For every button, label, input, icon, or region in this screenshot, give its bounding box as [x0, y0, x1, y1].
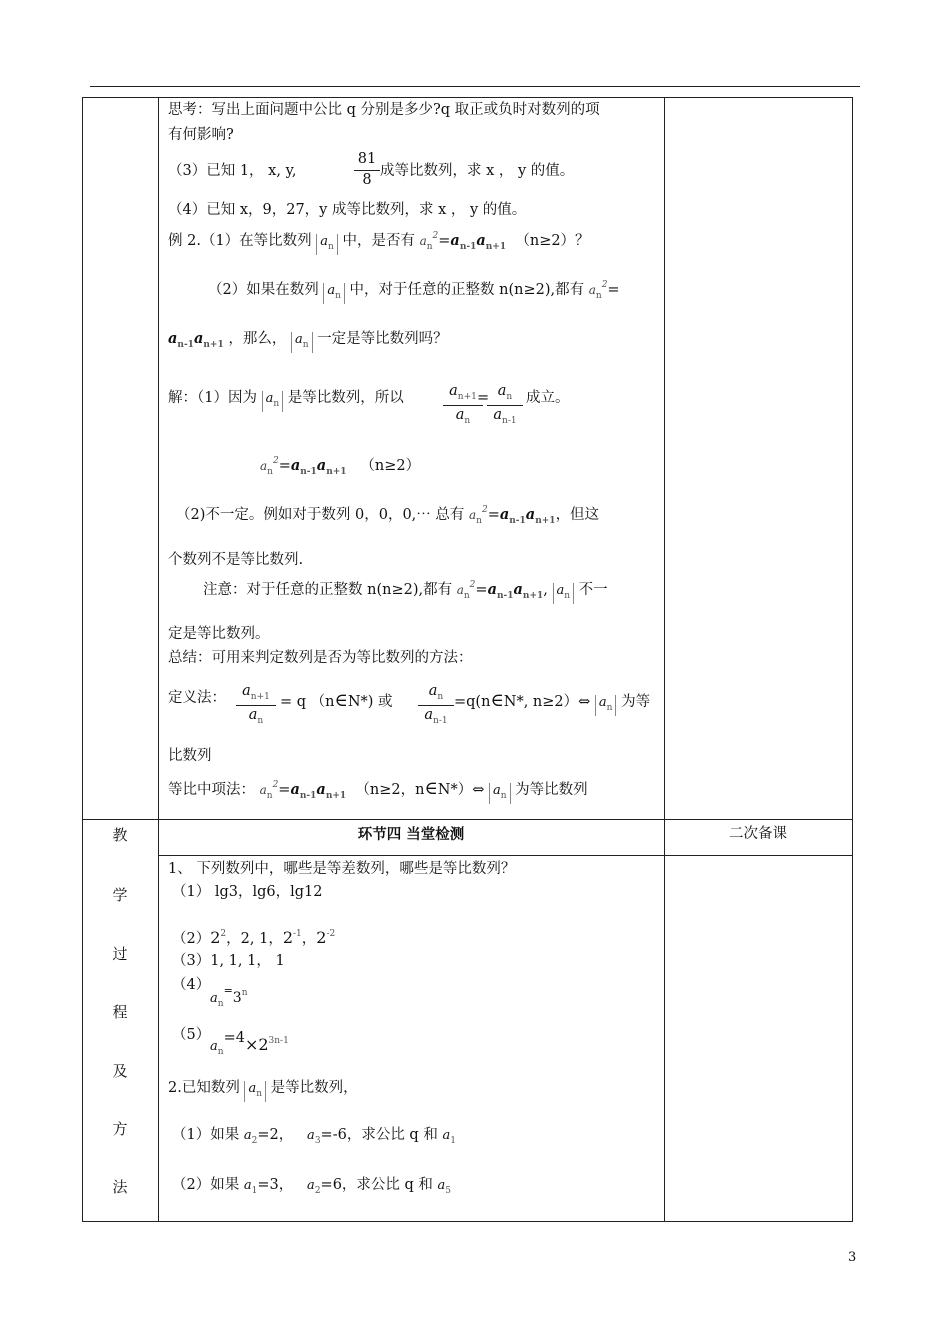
solution-1-cond-b: ≥2）	[384, 458, 421, 474]
element-of-symbol: ∈	[424, 778, 438, 799]
page-number: 3	[848, 1250, 857, 1265]
formula-an-squared: $a_n^2$	[419, 231, 439, 252]
solution-1-cond-a: （n	[360, 458, 385, 474]
sequence-an-symbol: $a_n$	[595, 695, 617, 716]
definition-text-e: =q(n	[454, 694, 491, 710]
q2-1-text-c: =-6，求公比 q 和	[320, 1127, 438, 1143]
middle-term-text-c: ≥2，n	[379, 782, 425, 798]
left-label-char-1: 教	[112, 826, 128, 844]
question-1-item-3: （3）1, 1, 1， 1	[172, 953, 285, 969]
solution-1-suffix: 成立。	[526, 390, 570, 406]
item-5-mult: ×2	[244, 1035, 269, 1054]
table-border-right	[852, 97, 853, 1221]
example-2-1-text-b: 中，是否有	[342, 233, 415, 249]
q2-2-text-c: =6，求公比 q 和	[320, 1177, 433, 1193]
table-row-divider-1	[82, 819, 853, 820]
q2-2-text-b: =3，	[257, 1177, 294, 1193]
q2-1-text-b: =2，	[257, 1127, 294, 1143]
item-4-formula: $a_n^=3^n$	[210, 984, 248, 1009]
formula-product: $a_{n-1}a_{n+1}$	[450, 232, 507, 252]
definition-label: 定义法：	[168, 690, 226, 706]
element-of-symbol: ∈	[334, 690, 348, 711]
section-title: 环节四 当堂检测	[357, 826, 465, 843]
solution-2-line-2: 个数列不是等比数列.	[168, 552, 304, 568]
problem-3-prefix: （3）已知 1， x, y,	[168, 163, 297, 179]
note-text-b: ≥2),都有	[391, 582, 453, 598]
question-2	[168, 1080, 358, 1102]
solution-1-text-a: 解：（1）因为	[168, 390, 257, 406]
definition-fraction-1: $a_{n+1}$ $a_n$	[236, 684, 276, 727]
fraction-81-8	[354, 152, 380, 189]
example-2-1-text-d: ≥2）？	[539, 233, 590, 249]
second-prep-label: 二次备课	[729, 826, 787, 842]
header-rule	[90, 86, 860, 87]
item-5-eq: =4	[223, 1030, 245, 1046]
think-line-1: 思考：写出上面问题中公比 q 分别是多少?q 取正或负时对数列的项	[168, 102, 600, 118]
solution-2-text-a: （2)不一定。例如对于数列 0，0，0,⋯ 总有	[176, 507, 465, 523]
definition-text-f: N*, n	[503, 694, 543, 710]
left-label-char-3: 过	[112, 945, 128, 963]
question-1: 1、 下列数列中，哪些是等差数列，哪些是等比数列？	[168, 861, 516, 877]
definition-fraction-2: $a_n$ $a_{n-1}$	[418, 684, 454, 727]
question-2-item-2: （2）如果 $a_1=3$， $a_2=6$，求公比 q 和 $a_5$	[172, 1177, 452, 1196]
sequence-an-symbol: $a_n$	[316, 234, 338, 255]
middle-term-line: 等比中项法： $a_n^2=a_{n-1}a_{n+1}$ （n≥2，n∈N*）⇔ $a_n$ 为等比数列	[168, 778, 588, 804]
question-1-item-1: （1） lg3，lg6，lg12	[172, 884, 323, 900]
example-2-3-text-b: 一定是等比数列吗？	[317, 331, 448, 347]
table-border-bottom	[82, 1221, 853, 1222]
middle-term-text-d: N*）⇔	[437, 782, 485, 798]
q2-1-text-a: （1）如果	[172, 1127, 240, 1143]
question-1-item-5-label: （5）	[172, 1027, 211, 1043]
problem-3-suffix: 成等比数列，求 x ， y 的值。	[380, 163, 575, 179]
q2-2-text-a: （2）如果	[172, 1177, 240, 1193]
fraction-denominator: 8	[362, 171, 372, 188]
summary-line: 总结：可用来判定数列是否为等比数列的方法：	[168, 650, 473, 666]
left-label-char-5: 及	[112, 1062, 128, 1080]
left-label-char-2: 学	[112, 886, 128, 904]
left-label-char-7: 法	[112, 1178, 128, 1196]
sequence-an-symbol: $a_n$	[291, 332, 313, 353]
item-5-formula: $a_n=4\times 2^{3n-1}$	[210, 1030, 289, 1057]
table-row-divider-2	[158, 855, 853, 856]
example-2-2-text-a: （2）如果在数列	[208, 282, 319, 298]
question-2-text-b: 是等比数列，	[270, 1080, 358, 1096]
middle-term-text-b: （n	[355, 782, 380, 798]
example-2-3-text-a: ，那么，	[228, 331, 287, 347]
definition-middle	[280, 690, 393, 712]
definition-text-h: 为等	[621, 694, 651, 710]
definition-text-b: = q （n	[280, 694, 335, 710]
solution-1-text	[168, 390, 404, 412]
note-text-a: 注意：对于任意的正整数 n(n	[203, 582, 392, 598]
example-2-2-text-c: ≥2),都有	[523, 282, 585, 298]
sequence-an-symbol: $a_n$	[489, 783, 511, 804]
fraction-an1-over-an: $a_{n+1}$ $a_n$	[443, 384, 483, 427]
note-line-2: 定是等比数列。	[168, 626, 270, 642]
example-2-2: （2）如果在数列 $a_n$ 中，对于任意的正整数 n(n≥2),都有 $a_n^2=$	[208, 280, 620, 304]
left-label-char-4: 程	[112, 1003, 128, 1021]
think-line-2: 有何影响?	[168, 127, 234, 143]
solution-2-text-b: ，但这	[555, 507, 600, 523]
note-text-c: 不一	[578, 582, 608, 598]
equals-sign: =	[477, 390, 490, 406]
definition-text-g: ≥2）⇔	[542, 694, 591, 710]
fraction-numerator: 81	[357, 151, 377, 167]
example-2-1-text-c: （n	[515, 233, 540, 249]
element-of-symbol: ∈	[490, 690, 504, 711]
sequence-an-symbol: $a_n$	[323, 283, 345, 304]
fraction-an-over-an-1: $a_n$ $a_{n-1}$	[487, 384, 523, 427]
note-line: 注意：对于任意的正整数 n(n≥2),都有 $a_n^2=a_{n-1}a_{n+1}$, $a_n$ 不一	[203, 580, 608, 604]
sequence-an-symbol: $a_n$	[262, 391, 284, 412]
middle-term-text-e: 为等比数列	[515, 782, 588, 798]
solution-1-formula: $a_n^2=a_{n-1}a_{n+1}$ （n≥2）	[260, 456, 421, 477]
question-1-item-4-label: （4）	[172, 977, 211, 993]
formula-product: $a_{n-1}a_{n+1}$	[168, 330, 224, 350]
table-border-left	[82, 97, 83, 1221]
example-2-1-text-a: 例 2.（1）在等比数列	[168, 233, 312, 249]
item-2-label: （2）	[172, 931, 211, 947]
definition-line-2: 比数列	[168, 748, 212, 764]
solution-2: （2)不一定。例如对于数列 0，0，0,⋯ 总有 $a_n^2=a_{n-1}a_{n+1}$，但这	[176, 505, 600, 526]
table-border-top	[82, 97, 853, 98]
example-2-1: 例 2.（1）在等比数列 $a_n$ 中，是否有 $a_n^2=a_{n-1}a_{n+1}$ （n≥2）？	[168, 231, 590, 255]
table-divider-right	[664, 97, 665, 1221]
solution-1-text-b: 是等比数列，所以	[287, 390, 404, 406]
left-label-char-6: 方	[112, 1120, 128, 1138]
table-divider-left	[158, 97, 159, 1221]
definition-tail	[454, 690, 650, 716]
definition-text-d: N*) 或	[347, 694, 393, 710]
sequence-an-symbol: $a_n$	[553, 583, 575, 604]
question-2-item-1: （1）如果 $a_2=2$， $a_3=-6$，求公比 q 和 $a_1$	[172, 1127, 456, 1146]
problem-4: （4）已知 x，9，27，y 成等比数列，求 x ， y 的值。	[168, 202, 527, 218]
sequence-an-symbol: $a_n$	[244, 1081, 266, 1102]
formula-an-squared: $a_n^2$	[588, 280, 608, 301]
item-2-text: ，2, 1，	[226, 931, 283, 947]
question-2-text-a: 2.已知数列	[168, 1080, 240, 1096]
example-2-3	[168, 330, 448, 353]
middle-term-label: 等比中项法：	[168, 782, 255, 798]
example-2-2-text-b: 中，对于任意的正整数 n(n	[349, 282, 524, 298]
question-1-item-2: $(2)2^2$，2, 1，$2^{-1}$，$2^{-2}$	[172, 928, 336, 947]
